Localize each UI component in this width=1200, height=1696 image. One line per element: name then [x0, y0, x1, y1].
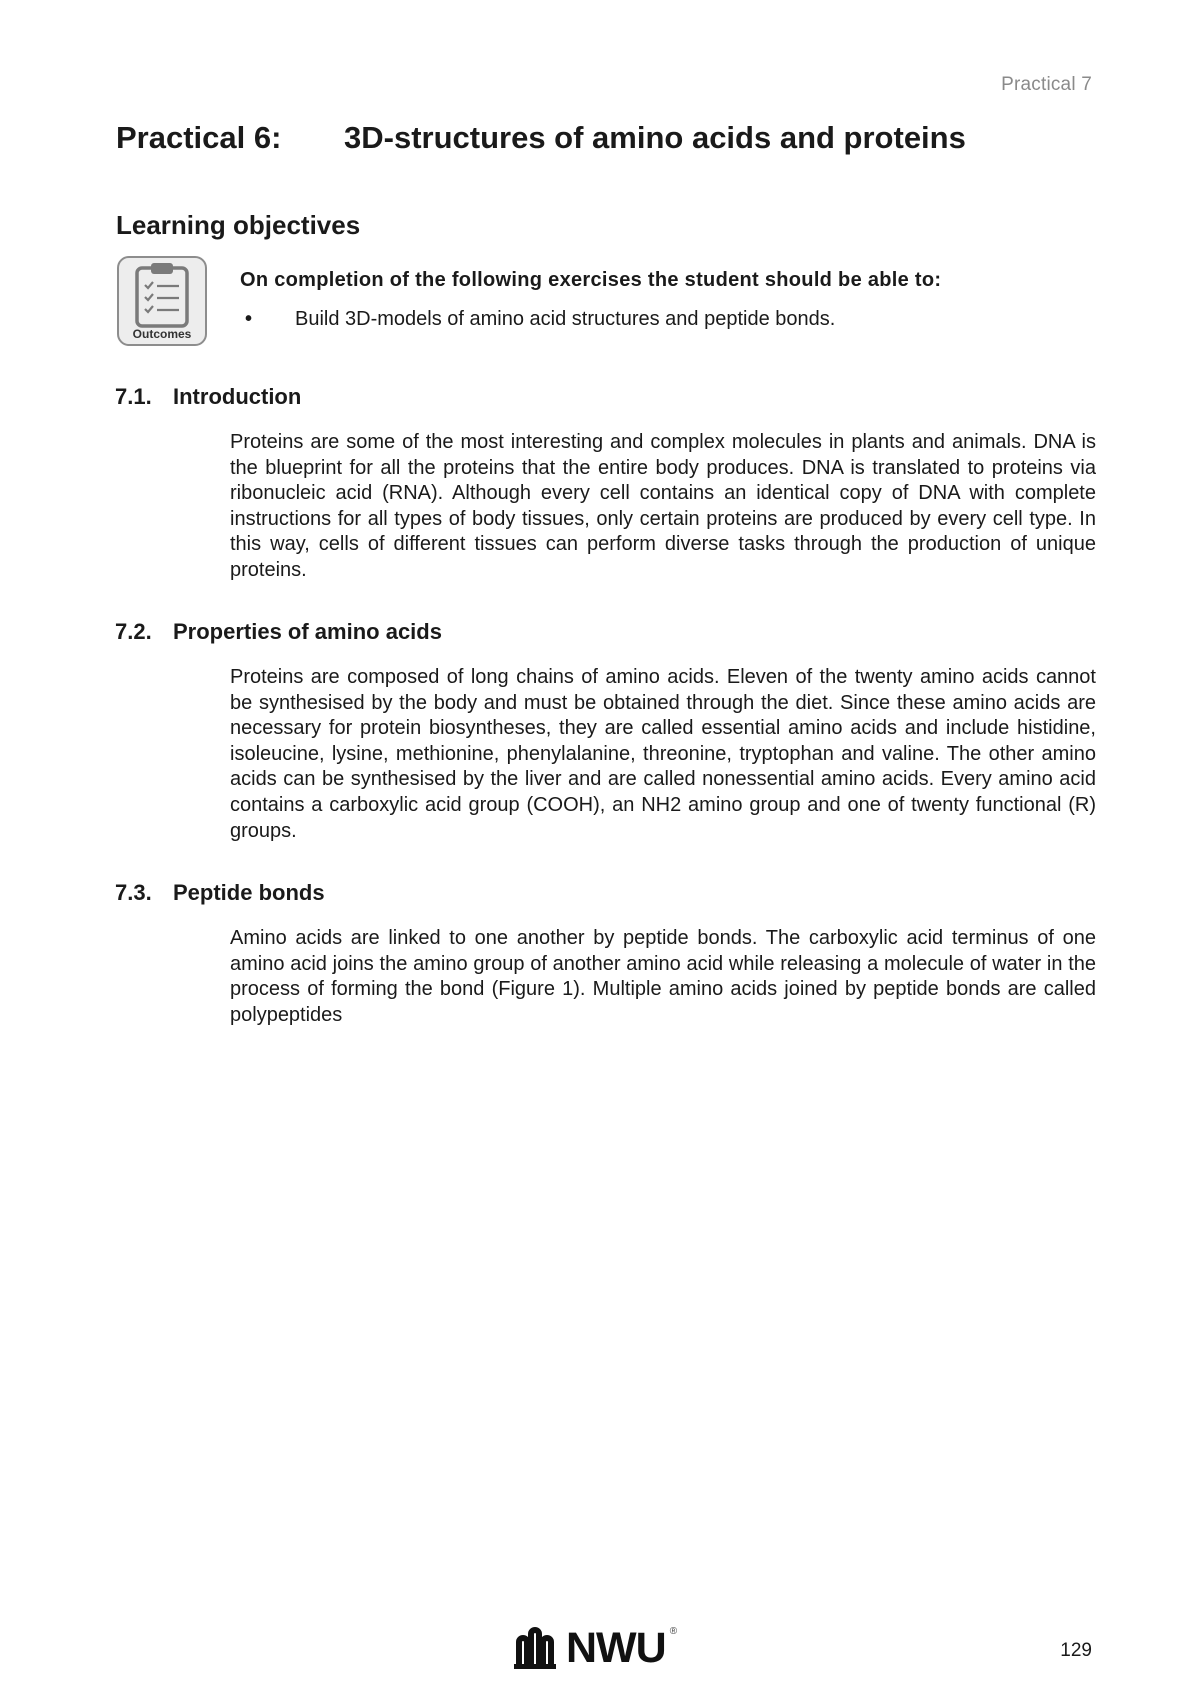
section-number: 7.2. — [115, 619, 152, 644]
page-number: 129 — [1060, 1640, 1092, 1661]
page-title-number: Practical 6: — [116, 120, 282, 155]
page-title-text: 3D-structures of amino acids and proteins — [344, 120, 966, 155]
page-title — [116, 120, 966, 156]
logo-wordmark: NWU — [566, 1623, 666, 1672]
learning-objectives-heading: Learning objectives — [116, 210, 361, 240]
section-heading-introduction — [115, 384, 301, 410]
section-title: Properties of amino acids — [173, 619, 442, 644]
section-heading-properties — [115, 619, 442, 645]
registered-mark: ® — [669, 1626, 678, 1637]
nwu-emblem-icon — [512, 1624, 558, 1672]
clipboard-checklist-icon — [117, 256, 207, 346]
nwu-logo — [512, 1622, 677, 1674]
learning-objectives-lead: On completion of the following exercises the student should be able to: — [240, 269, 942, 291]
section-number: 7.3. — [115, 880, 152, 905]
section-title: Introduction — [173, 384, 302, 409]
section-body-peptide-bonds: Amino acids are linked to one another by peptide bonds. The carboxylic acid terminus of one amino acid joins the amino group of another amino acid while releasing a molecule of water in the process of forming the bond (Figure 1). Multiple amino acids joined by peptide bonds are called polypeptides — [230, 927, 1096, 1026]
section-title: Peptide bonds — [173, 880, 325, 905]
section-heading-peptide-bonds — [115, 880, 325, 906]
bullet-icon: • — [245, 308, 253, 330]
section-body-introduction: Proteins are some of the most interesting and complex molecules in plants and animals. DNA is the blueprint for all the proteins that the entire body produces. DNA is translated to proteins via ribonucleic acid (RNA). Although every cell contains an identical copy of DNA with complete instructions for all types of body tissues, only certain proteins are produced by every cell type. In this way, cells of different tissues can perform diverse tasks through the production of unique proteins. — [230, 431, 1096, 581]
learning-objective-text: Build 3D-models of amino acid structures and peptide bonds. — [295, 308, 836, 330]
section-number: 7.1. — [115, 384, 152, 409]
learning-objective-item — [245, 308, 835, 331]
header-practical-label: Practical 7 — [1001, 74, 1092, 95]
outcomes-icon-label: Outcomes — [132, 327, 192, 341]
section-body-properties: Proteins are composed of long chains of amino acids. Eleven of the twenty amino acids cannot be synthesised by the body and must be obtained through the diet. Since these amino acids are necessary for protein biosyntheses, they are called essential amino acids and include histidine, isoleucine, lysine, methionine, phenylalanine, threonine, tryptophan and valine. The other amino acids can be synthesised by the liver and are called nonessential amino acids. Every amino acid contains a carboxylic acid group (COOH), an NH2 amino group and one of twenty functional (R) groups. — [230, 666, 1096, 842]
